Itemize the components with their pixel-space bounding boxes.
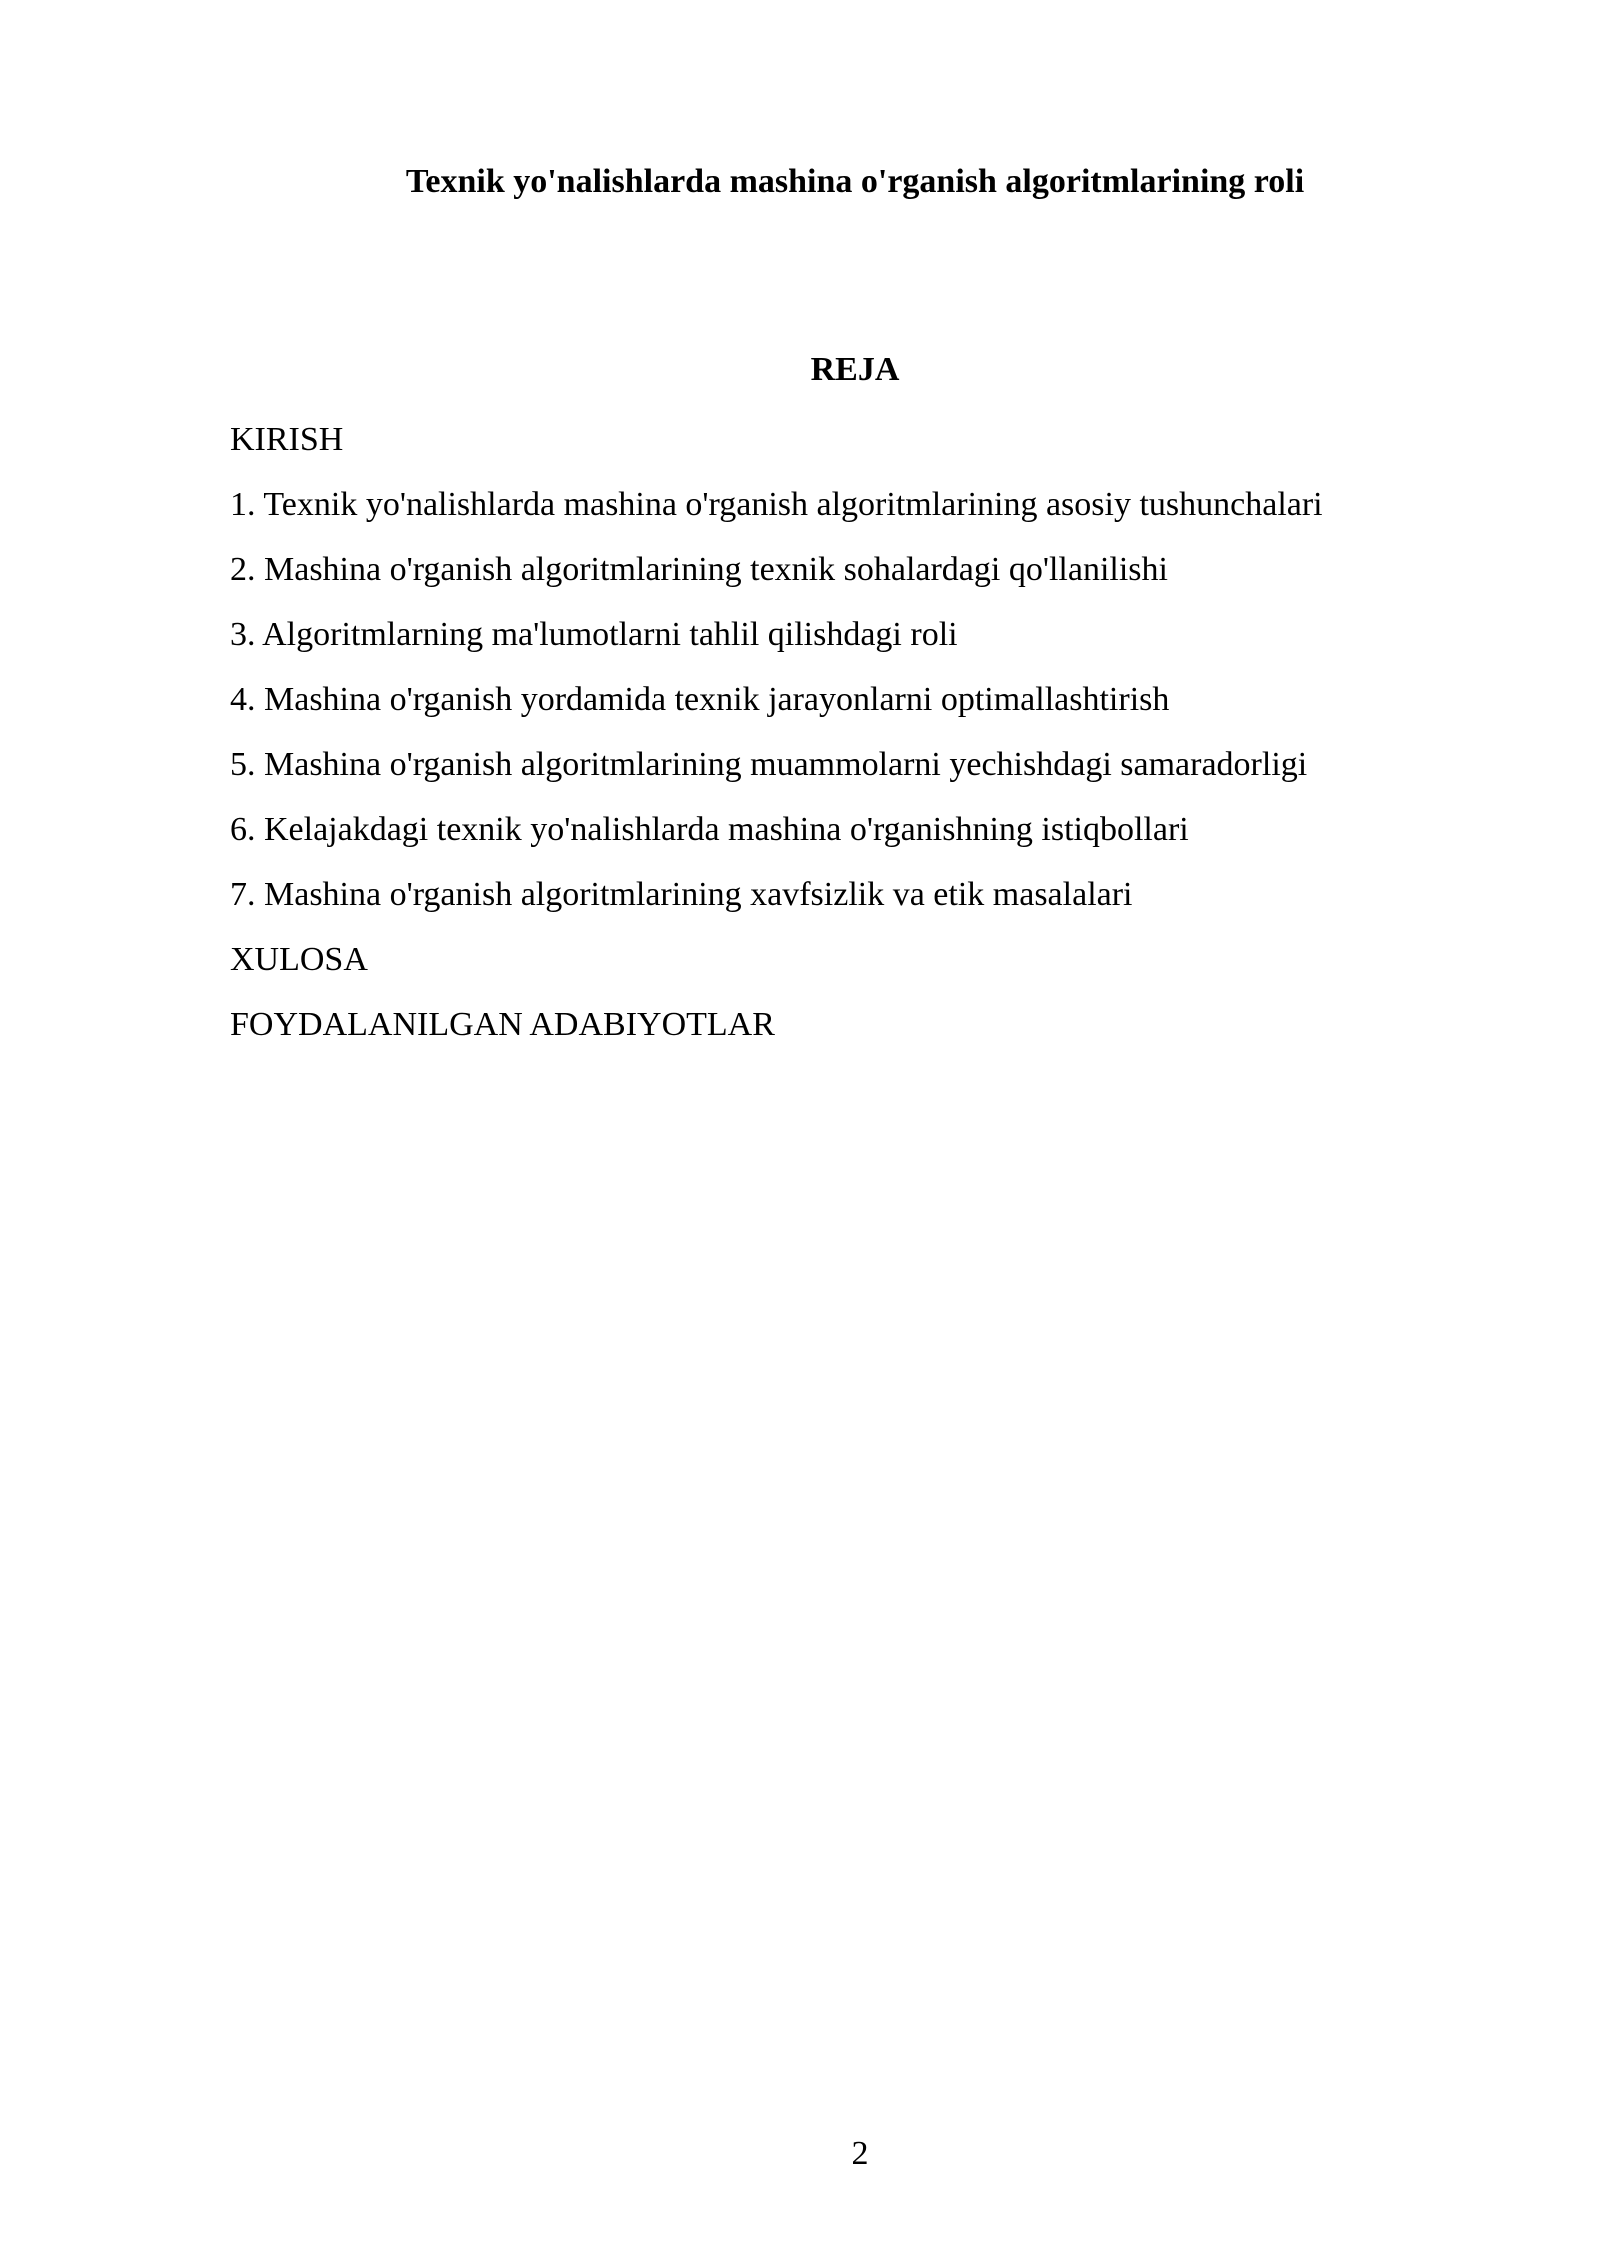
plan-list (230, 418, 1530, 1068)
plan-item-conclusion: XULOSA (230, 941, 368, 978)
plan-item-references: FOYDALANILGAN ADABIYOTLAR (230, 1006, 775, 1043)
document-title: Texnik yo'nalishlarda mashina o'rganish algoritmlarining roli (405, 163, 1305, 200)
page-number: 2 (851, 2135, 869, 2172)
plan-item-4: 4. Mashina o'rganish yordamida texnik jarayonlarni optimallashtirish (230, 681, 1170, 718)
plan-item-introduction: KIRISH (230, 421, 344, 458)
plan-item-5: 5. Mashina o'rganish algoritmlarining muammolarni yechishdagi samaradorligi (230, 746, 1308, 783)
plan-item-3: 3. Algoritmlarning ma'lumotlarni tahlil qilishdagi roli (230, 616, 958, 653)
plan-item-1: 1. Texnik yo'nalishlarda mashina o'rganish algoritmlarining asosiy tushunchalari (230, 486, 1323, 523)
plan-heading: REJA (810, 351, 900, 388)
plan-item-7: 7. Mashina o'rganish algoritmlarining xavfsizlik va etik masalalari (230, 876, 1133, 913)
plan-item-2: 2. Mashina o'rganish algoritmlarining texnik sohalardagi qo'llanilishi (230, 551, 1168, 588)
plan-item-6: 6. Kelajakdagi texnik yo'nalishlarda mashina o'rganishning istiqbollari (230, 811, 1189, 848)
